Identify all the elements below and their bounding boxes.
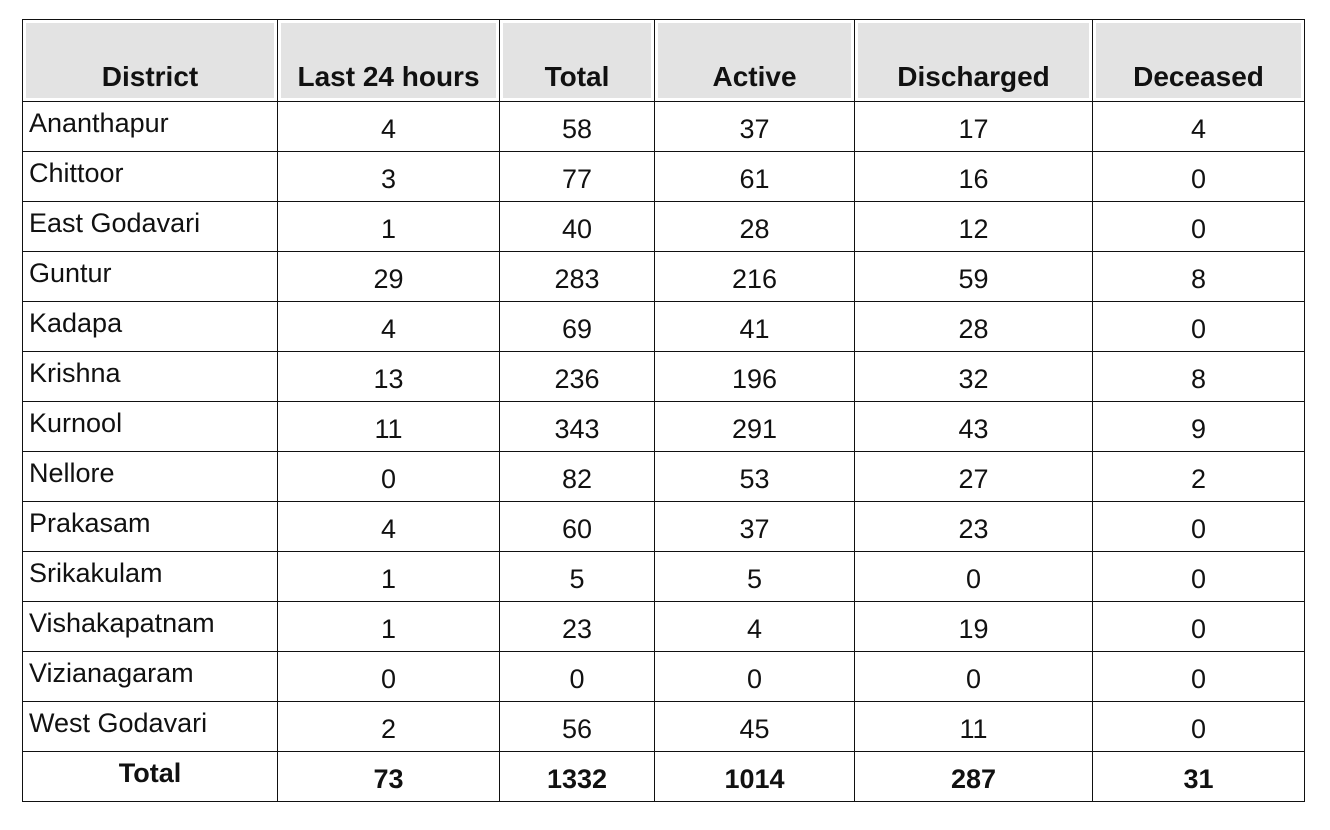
cell-last-24-hours: 29 — [278, 252, 500, 302]
cell-district: Nellore — [23, 452, 278, 502]
cell-active: 291 — [655, 402, 855, 452]
header-row — [23, 20, 1305, 102]
cell-discharged: 59 — [855, 252, 1093, 302]
table-row — [23, 652, 1305, 702]
cell-deceased: 0 — [1093, 152, 1305, 202]
cell-discharged: 28 — [855, 302, 1093, 352]
totals-deceased: 31 — [1093, 752, 1305, 802]
cell-discharged: 17 — [855, 102, 1093, 152]
cell-discharged: 19 — [855, 602, 1093, 652]
cell-deceased: 8 — [1093, 252, 1305, 302]
district-cases-table-container — [22, 19, 1304, 802]
cell-district: Krishna — [23, 352, 278, 402]
table-row — [23, 602, 1305, 652]
cell-deceased: 8 — [1093, 352, 1305, 402]
cell-deceased: 4 — [1093, 102, 1305, 152]
cell-discharged: 12 — [855, 202, 1093, 252]
cell-last-24-hours: 1 — [278, 552, 500, 602]
cell-discharged: 32 — [855, 352, 1093, 402]
totals-total: 1332 — [500, 752, 655, 802]
cell-discharged: 0 — [855, 552, 1093, 602]
header-active: Active — [655, 20, 855, 102]
cell-last-24-hours: 1 — [278, 202, 500, 252]
cell-total: 40 — [500, 202, 655, 252]
totals-discharged: 287 — [855, 752, 1093, 802]
cell-deceased: 2 — [1093, 452, 1305, 502]
totals-row — [23, 752, 1305, 802]
table-row — [23, 352, 1305, 402]
cell-deceased: 0 — [1093, 302, 1305, 352]
table-row — [23, 152, 1305, 202]
header-last-24-hours: Last 24 hours — [278, 20, 500, 102]
cell-total: 60 — [500, 502, 655, 552]
cell-district: Kurnool — [23, 402, 278, 452]
cell-active: 216 — [655, 252, 855, 302]
cell-discharged: 0 — [855, 652, 1093, 702]
cell-total: 5 — [500, 552, 655, 602]
cell-district: East Godavari — [23, 202, 278, 252]
cell-deceased: 9 — [1093, 402, 1305, 452]
cell-total: 77 — [500, 152, 655, 202]
cell-active: 45 — [655, 702, 855, 752]
cell-last-24-hours: 4 — [278, 102, 500, 152]
table-row — [23, 702, 1305, 752]
totals-label: Total — [23, 752, 278, 802]
table-row — [23, 202, 1305, 252]
table-body — [23, 102, 1305, 802]
header-district: District — [23, 20, 278, 102]
cell-total: 0 — [500, 652, 655, 702]
cell-district: Ananthapur — [23, 102, 278, 152]
cell-discharged: 11 — [855, 702, 1093, 752]
cell-active: 28 — [655, 202, 855, 252]
cell-last-24-hours: 3 — [278, 152, 500, 202]
header-total: Total — [500, 20, 655, 102]
table-row — [23, 252, 1305, 302]
cell-last-24-hours: 11 — [278, 402, 500, 452]
cell-district: Chittoor — [23, 152, 278, 202]
header-deceased: Deceased — [1093, 20, 1305, 102]
table-row — [23, 502, 1305, 552]
cell-deceased: 0 — [1093, 652, 1305, 702]
cell-last-24-hours: 4 — [278, 502, 500, 552]
cell-district: Prakasam — [23, 502, 278, 552]
cell-deceased: 0 — [1093, 502, 1305, 552]
cell-discharged: 23 — [855, 502, 1093, 552]
cell-active: 0 — [655, 652, 855, 702]
cell-last-24-hours: 0 — [278, 452, 500, 502]
cell-total: 56 — [500, 702, 655, 752]
cell-last-24-hours: 0 — [278, 652, 500, 702]
table-row — [23, 402, 1305, 452]
cell-district: West Godavari — [23, 702, 278, 752]
table-row — [23, 452, 1305, 502]
table-row — [23, 102, 1305, 152]
cell-discharged: 16 — [855, 152, 1093, 202]
cell-last-24-hours: 13 — [278, 352, 500, 402]
cell-last-24-hours: 2 — [278, 702, 500, 752]
cell-discharged: 27 — [855, 452, 1093, 502]
cell-total: 343 — [500, 402, 655, 452]
cell-district: Vizianagaram — [23, 652, 278, 702]
header-discharged: Discharged — [855, 20, 1093, 102]
cell-active: 4 — [655, 602, 855, 652]
cell-total: 58 — [500, 102, 655, 152]
cell-district: Vishakapatnam — [23, 602, 278, 652]
district-cases-table — [22, 19, 1305, 802]
cell-active: 41 — [655, 302, 855, 352]
cell-district: Guntur — [23, 252, 278, 302]
cell-deceased: 0 — [1093, 702, 1305, 752]
cell-district: Srikakulam — [23, 552, 278, 602]
cell-deceased: 0 — [1093, 552, 1305, 602]
cell-last-24-hours: 1 — [278, 602, 500, 652]
cell-active: 196 — [655, 352, 855, 402]
cell-discharged: 43 — [855, 402, 1093, 452]
cell-total: 236 — [500, 352, 655, 402]
cell-total: 69 — [500, 302, 655, 352]
cell-total: 283 — [500, 252, 655, 302]
cell-active: 37 — [655, 102, 855, 152]
totals-last-24-hours: 73 — [278, 752, 500, 802]
cell-active: 61 — [655, 152, 855, 202]
cell-deceased: 0 — [1093, 202, 1305, 252]
cell-total: 23 — [500, 602, 655, 652]
table-row — [23, 552, 1305, 602]
totals-active: 1014 — [655, 752, 855, 802]
table-header — [23, 20, 1305, 102]
cell-last-24-hours: 4 — [278, 302, 500, 352]
cell-total: 82 — [500, 452, 655, 502]
cell-deceased: 0 — [1093, 602, 1305, 652]
cell-active: 5 — [655, 552, 855, 602]
cell-active: 53 — [655, 452, 855, 502]
table-row — [23, 302, 1305, 352]
cell-active: 37 — [655, 502, 855, 552]
cell-district: Kadapa — [23, 302, 278, 352]
